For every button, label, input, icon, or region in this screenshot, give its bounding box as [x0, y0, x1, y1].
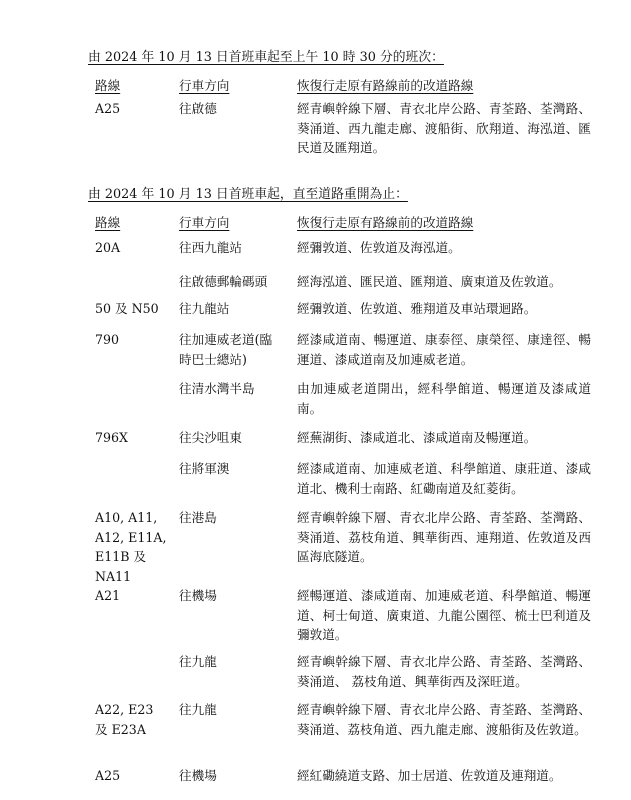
- diversion-cell: 經紅磡繞道支路、加士居道、佐敦道及連翔道。: [297, 768, 562, 783]
- direction-cell: 往機場: [179, 588, 217, 603]
- route-cell: 790: [95, 332, 120, 347]
- section2-header-diversion: 恢復行走原有路線前的改道路線: [297, 215, 474, 230]
- diversion-cell: 經彌敦道、佐敦道及海泓道。: [297, 240, 461, 255]
- section1-header-route: 路線: [95, 78, 121, 93]
- direction-cell: 往尖沙咀東: [179, 430, 242, 445]
- route-cell: A25: [95, 768, 121, 783]
- direction-cell: 往九龍站: [179, 301, 230, 316]
- diversion-cell: 經海泓道、匯民道、匯翔道、廣東道及佐敦道。: [297, 274, 562, 289]
- diversion-cell: 經青嶼幹線下層、青衣北岸公路、青荃路、荃灣路、葵涌道、 荔枝角道、興華街西及深旺道。: [297, 654, 591, 689]
- route-cell: 50 及 N50: [95, 301, 159, 316]
- direction-cell: 往啟德郵輪碼頭: [179, 274, 268, 289]
- section1-header-diversion: 恢復行走原有路線前的改道路線: [297, 78, 474, 93]
- direction-cell: 往港島: [179, 510, 217, 525]
- diversion-cell: 經蕪湖街、漆咸道北、漆咸道南及暢運道。: [297, 430, 537, 445]
- diversion-cell: 由加連威老道開出，經科學館道、暢運道及漆咸道南。: [297, 381, 591, 416]
- route-cell: A21: [95, 588, 121, 603]
- direction-cell: 往機場: [179, 768, 217, 783]
- direction-cell: 往九龍: [179, 702, 217, 717]
- diversion-cell: 經青嶼幹線下層、青衣北岸公路、青荃路、荃灣路、葵涌道、荔枝角道、興華街西、連翔道、佐敦道及西區海底隧道。: [297, 510, 591, 564]
- section2-header-route: 路線: [95, 215, 121, 230]
- direction-cell: 往西九龍站: [179, 240, 242, 255]
- route-cell: 796X: [95, 430, 129, 445]
- route-cell: A10, A11, A12, E11A, E11B 及 NA11: [95, 510, 167, 584]
- direction-cell: 往清水灣半島: [179, 381, 255, 396]
- section2-header-direction: 行車方向: [179, 215, 230, 230]
- section1-heading: 由 2024 年 10 月 13 日首班車起至上午 10 時 30 分的班次：: [88, 50, 444, 65]
- route-cell: A25: [95, 101, 121, 116]
- direction-cell: 往將軍澳: [179, 461, 230, 476]
- direction-cell: 往啟德: [179, 101, 217, 116]
- diversion-cell: 經漆咸道南、暢運道、康泰徑、康榮徑、康達徑、暢運道、漆咸道南及加連威老道。: [297, 332, 591, 367]
- diversion-cell: 經青嶼幹線下層、青衣北岸公路、青荃路、荃灣路、葵涌道、西九龍走廊、渡船街、欣翔道、海泓道、匯民道及匯翔道。: [297, 101, 591, 155]
- route-cell: 20A: [95, 240, 121, 255]
- diversion-cell: 經青嶼幹線下層、青衣北岸公路、青荃路、荃灣路、葵涌道、荔枝角道、西九龍走廊、渡船街及佐敦道。: [297, 702, 591, 737]
- diversion-cell: 經彌敦道、佐敦道、雅翔道及車站環迴路。: [297, 301, 537, 316]
- section1-header-direction: 行車方向: [179, 78, 230, 93]
- route-cell: A22, E23 及 E23A: [95, 702, 154, 737]
- diversion-cell: 經漆咸道南、加連威老道、科學館道、康莊道、漆咸道北、機利士南路、紅磡南道及紅菱街。: [297, 461, 591, 496]
- direction-cell: 往加連威老道(臨時巴士總站): [179, 332, 273, 367]
- section2-heading: 由 2024 年 10 月 13 日首班車起，直至道路重開為止：: [88, 187, 408, 202]
- direction-cell: 往九龍: [179, 654, 217, 669]
- diversion-cell: 經暢運道、漆咸道南、加連威老道、科學館道、暢運道、柯士甸道、廣東道、九龍公園徑、梳士巴利道及彌敦道。: [297, 588, 591, 642]
